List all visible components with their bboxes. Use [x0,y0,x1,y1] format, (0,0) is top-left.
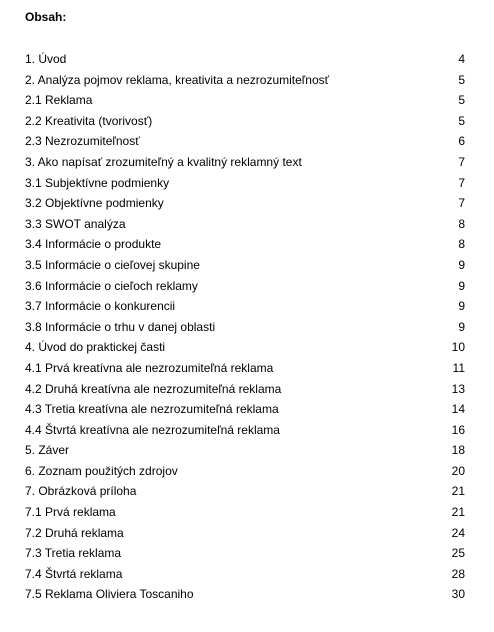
toc-entry-page-number: 7 [458,196,465,211]
toc-entry [25,279,465,300]
toc-entry-title: 7.1 Prvá reklama [25,505,116,520]
toc-entry-title: 3.3 SWOT analýza [25,216,126,231]
toc-entry-page-number: 9 [458,299,465,314]
toc-entry [25,443,465,464]
toc-entry-title: 4.3 Tretia kreatívna ale nezrozumiteľná reklama [25,402,279,417]
toc-entry [25,52,465,73]
table-of-contents [25,52,465,608]
toc-entry-title: 1. Úvod [25,52,67,66]
toc-entry-title: 2.1 Reklama [25,93,93,108]
toc-entry-page-number: 28 [451,566,465,581]
toc-entry-title: 3. Ako napísať zrozumiteľný a kvalitný reklamný text [25,154,302,169]
toc-entry-page-number: 13 [451,381,465,396]
toc-entry-page-number: 7 [458,154,465,169]
toc-entry [25,464,465,485]
toc-entry-page-number: 21 [451,484,465,499]
toc-entry [25,340,465,361]
toc-entry [25,134,465,155]
toc-entry-title: 3.2 Objektívne podmienky [25,196,164,211]
toc-entry-page-number: 7 [458,175,465,190]
toc-entry [25,526,465,547]
toc-entry [25,382,465,403]
toc-entry-page-number: 11 [452,360,465,375]
toc-entry [25,73,465,94]
toc-entry-page-number: 9 [458,319,465,334]
toc-entry [25,320,465,341]
toc-entry-page-number: 30 [451,587,465,602]
toc-entry-page-number: 21 [451,505,465,520]
toc-entry-title: 2.3 Nezrozumiteľnosť [25,134,140,149]
toc-entry-title: 3.8 Informácie o trhu v danej oblasti [25,319,216,334]
toc-entry [25,176,465,197]
toc-entry-title: 4. Úvod do praktickej časti [25,340,166,355]
toc-entry-title: 5. Záver [25,443,70,458]
toc-entry-title: 2. Analýza pojmov reklama, kreativita a nezrozumiteľnosť [25,72,330,87]
toc-entry-title: 3.7 Informácie o konkurencii [25,299,176,314]
toc-entry-title: 3.1 Subjektívne podmienky [25,175,170,190]
toc-entry [25,237,465,258]
toc-entry-title: 3.4 Informácie o produkte [25,237,162,252]
toc-entry-page-number: 6 [458,134,465,149]
toc-entry-title: 4.2 Druhá kreatívna ale nezrozumiteľná reklama [25,381,282,396]
toc-entry-title: 7. Obrázková príloha [25,484,137,499]
toc-entry-page-number: 18 [451,443,465,458]
toc-entry [25,114,465,135]
toc-entry-title: 2.2 Kreativita (tvorivosť) [25,113,153,128]
toc-entry-title: 7.4 Štvrtá reklama [25,566,123,581]
toc-entry-title: 6. Zoznam použitých zdrojov [25,463,178,478]
toc-entry-title: 7.3 Tretia reklama [25,546,122,561]
toc-entry [25,567,465,588]
toc-entry [25,546,465,567]
toc-entry-page-number: 9 [458,257,465,272]
toc-entry [25,196,465,217]
toc-entry [25,93,465,114]
toc-entry-page-number: 5 [458,113,465,128]
toc-entry-title: 4.1 Prvá kreatívna ale nezrozumiteľná reklama [25,360,274,375]
toc-entry-title: 7.5 Reklama Oliviera Toscaniho [25,587,194,602]
toc-entry-title: 3.5 Informácie o cieľovej skupine [25,257,200,272]
toc-entry-page-number: 8 [458,216,465,231]
toc-entry [25,484,465,505]
toc-heading: Obsah: [25,10,67,24]
toc-entry [25,505,465,526]
toc-entry-page-number: 20 [451,463,465,478]
toc-entry-page-number: 8 [458,237,465,252]
toc-entry [25,402,465,423]
toc-entry [25,258,465,279]
toc-entry [25,587,465,608]
toc-entry-page-number: 14 [451,402,465,417]
toc-entry [25,155,465,176]
toc-entry-page-number: 9 [458,278,465,293]
toc-entry-title: 7.2 Druhá reklama [25,525,124,540]
toc-entry-page-number: 10 [451,340,465,355]
toc-entry-page-number: 5 [458,93,465,108]
toc-entry [25,217,465,238]
toc-entry [25,361,465,382]
toc-entry-page-number: 5 [458,72,465,87]
toc-entry-title: 4.4 Štvrtá kreatívna ale nezrozumiteľná reklama [25,422,280,437]
toc-entry [25,423,465,444]
toc-entry-page-number: 16 [451,422,465,437]
toc-entry-page-number: 25 [451,546,465,561]
toc-entry-title: 3.6 Informácie o cieľoch reklamy [25,278,198,293]
toc-entry [25,299,465,320]
toc-entry-page-number: 4 [458,52,465,66]
toc-entry-page-number: 24 [451,525,465,540]
